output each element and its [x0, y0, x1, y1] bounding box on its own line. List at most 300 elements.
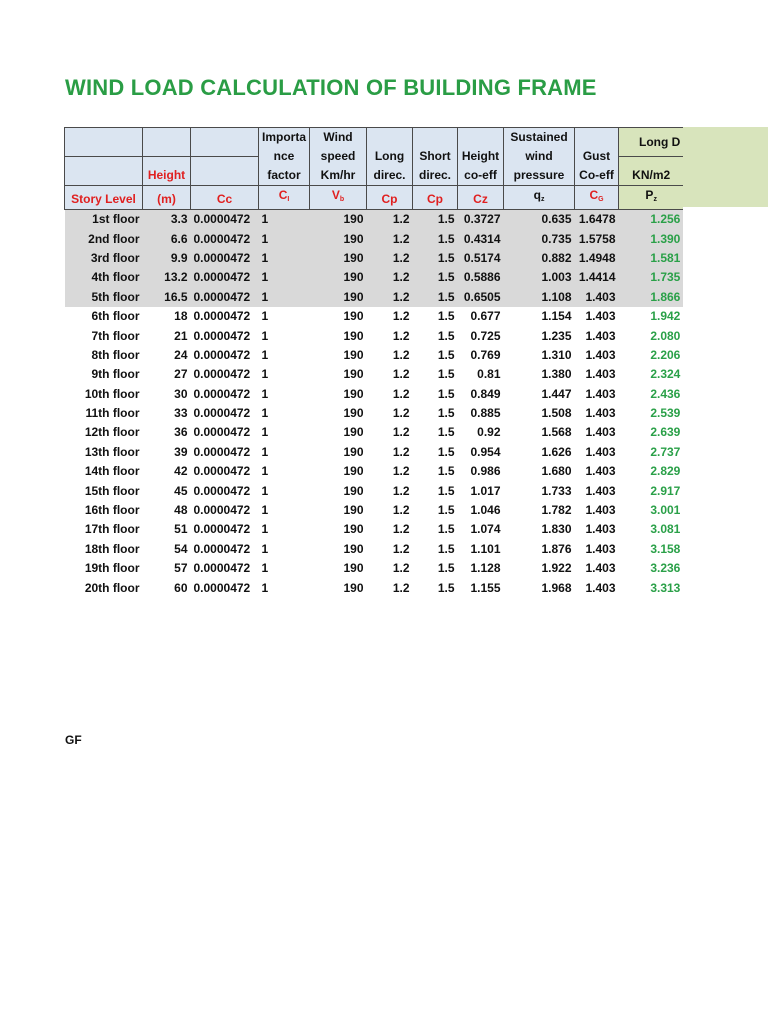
height-cell: 42 — [174, 464, 188, 479]
story-level-cell: 10th floor — [84, 386, 140, 401]
cc-cell: 0.0000472 — [193, 464, 251, 479]
cc-cell: 0.0000472 — [193, 561, 251, 576]
cg-cell: 1.403 — [585, 309, 616, 324]
cc-cell: 0.0000472 — [191, 210, 259, 230]
cz-cell: 0.849 — [470, 386, 501, 401]
qz-cell: 0.735 — [504, 229, 575, 248]
table-row — [65, 288, 684, 307]
vb-cell: 190 — [310, 249, 367, 268]
ci-cell: 1 — [261, 328, 269, 343]
ci-cell: 1 — [261, 541, 269, 556]
qz-cell: 0.635 — [504, 210, 575, 230]
long-direc-line-2: direc. — [373, 168, 406, 182]
cp-short-cell: 1.5 — [437, 580, 455, 595]
table-row — [65, 423, 684, 442]
short-direc-line-2: direc. — [419, 168, 452, 182]
cz-cell: 0.5174 — [458, 249, 504, 268]
header-gust-coefficient — [575, 128, 619, 186]
header-qz — [504, 186, 575, 210]
pz-cell: 2.737 — [650, 444, 681, 459]
table-row — [65, 462, 684, 481]
story-level-cell: 12th floor — [84, 425, 140, 440]
qz-cell: 1.626 — [541, 444, 572, 459]
header-short-direction — [413, 128, 458, 186]
height-cell: 16.5 — [143, 288, 191, 307]
height-cell: 54 — [174, 541, 188, 556]
story-level-cell: 2nd floor — [65, 229, 143, 248]
table-row — [65, 249, 684, 268]
height-cell: 3.3 — [143, 210, 191, 230]
height-cell: 36 — [174, 425, 188, 440]
cp-short-cell: 1.5 — [413, 229, 458, 248]
ci-cell: 1 — [261, 425, 269, 440]
vb-cell: 190 — [343, 541, 364, 556]
pz-cell: 2.829 — [650, 464, 681, 479]
vb-cell: 190 — [343, 347, 364, 362]
importance-line-3: factor — [267, 168, 301, 182]
cg-cell: 1.403 — [585, 541, 616, 556]
cc-cell: 0.0000472 — [193, 406, 251, 421]
header-sustained-wind-pressure — [504, 128, 575, 186]
ci-cell: 1 — [261, 522, 269, 537]
header-height: Height — [143, 157, 191, 186]
cg-subscript: G — [598, 196, 604, 203]
header-cell-blank — [191, 157, 259, 186]
cg-cell: 1.403 — [585, 444, 616, 459]
cp-long-cell: 1.2 — [392, 347, 410, 362]
pz-symbol: P — [645, 188, 654, 202]
story-level-cell: 9th floor — [91, 367, 140, 382]
header-cell-blank — [65, 128, 143, 157]
vb-cell: 190 — [343, 464, 364, 479]
qz-cell: 1.876 — [541, 541, 572, 556]
height-cell: 6.6 — [143, 229, 191, 248]
ci-cell: 1 — [261, 309, 269, 324]
cc-cell: 0.0000472 — [193, 386, 251, 401]
cg-cell: 1.403 — [585, 580, 616, 595]
vb-cell: 190 — [343, 522, 364, 537]
height-cell: 9.9 — [143, 249, 191, 268]
cp-short-cell: 1.5 — [437, 483, 455, 498]
vb-cell: 190 — [310, 268, 367, 287]
header-cc: Cc — [191, 186, 259, 210]
cz-cell: 0.81 — [477, 367, 501, 382]
ci-cell: 1 — [259, 210, 310, 230]
pz-cell: 1.390 — [619, 229, 684, 248]
header-height-unit: (m) — [143, 186, 191, 210]
header-story-level: Story Level — [65, 186, 143, 210]
height-cell: 24 — [174, 347, 188, 362]
cp-long-cell: 1.2 — [392, 444, 410, 459]
story-level-cell: 15th floor — [84, 483, 140, 498]
qz-symbol: q — [533, 188, 541, 202]
height-cell: 13.2 — [143, 268, 191, 287]
header-cg — [575, 186, 619, 210]
pz-cell: 2.539 — [650, 406, 681, 421]
qz-cell: 0.882 — [504, 249, 575, 268]
vb-symbol: V — [331, 188, 340, 202]
table-row — [65, 481, 684, 500]
vb-cell: 190 — [343, 580, 364, 595]
cc-cell: 0.0000472 — [191, 288, 259, 307]
table-row — [65, 443, 684, 462]
header-importance-factor — [259, 128, 310, 186]
height-cell: 45 — [174, 483, 188, 498]
cc-cell: 0.0000472 — [193, 483, 251, 498]
cp-short-cell: 1.5 — [437, 561, 455, 576]
cg-cell: 1.403 — [585, 561, 616, 576]
cz-cell: 1.128 — [470, 561, 501, 576]
wind-speed-line-2: speed — [320, 149, 356, 163]
cc-cell: 0.0000472 — [193, 328, 251, 343]
cp-long-cell: 1.2 — [392, 464, 410, 479]
table-row — [65, 210, 684, 230]
header-height-coefficient — [458, 128, 504, 186]
height-cell: 27 — [174, 367, 188, 382]
cz-cell: 0.986 — [470, 464, 501, 479]
qz-cell: 1.380 — [541, 367, 572, 382]
ci-cell: 1 — [261, 464, 269, 479]
cp-long-cell: 1.2 — [392, 425, 410, 440]
table-row — [65, 307, 684, 326]
header-long-d: Long D — [619, 128, 684, 157]
pz-cell: 1.866 — [619, 288, 684, 307]
vb-cell: 190 — [343, 406, 364, 421]
cp-short-cell: 1.5 — [437, 386, 455, 401]
story-level-cell: 13th floor — [84, 444, 140, 459]
ci-cell: 1 — [261, 386, 269, 401]
pz-cell: 2.436 — [650, 386, 681, 401]
cc-cell: 0.0000472 — [191, 268, 259, 287]
wind-speed-line-1: Wind — [323, 130, 353, 144]
cp-short-cell: 1.5 — [437, 503, 455, 518]
ci-cell: 1 — [259, 229, 310, 248]
cp-long-cell: 1.2 — [392, 580, 410, 595]
table-row — [65, 365, 684, 384]
cz-cell: 0.885 — [470, 406, 501, 421]
header-cp-short: Cp — [413, 186, 458, 210]
table-row — [65, 520, 684, 539]
story-level-cell: 17th floor — [84, 522, 140, 537]
cp-long-cell: 1.2 — [392, 386, 410, 401]
story-level-cell: 16th floor — [84, 503, 140, 518]
cp-short-cell: 1.5 — [437, 406, 455, 421]
header-unit: KN/m2 — [619, 157, 684, 186]
cp-short-cell: 1.5 — [413, 249, 458, 268]
cz-cell: 1.101 — [470, 541, 501, 556]
story-level-cell: 4th floor — [65, 268, 143, 287]
header-wind-speed — [310, 128, 367, 186]
table-row — [65, 501, 684, 520]
height-cell: 39 — [174, 444, 188, 459]
cc-cell: 0.0000472 — [193, 367, 251, 382]
cp-long-cell: 1.2 — [367, 210, 413, 230]
vb-subscript: b — [339, 196, 345, 203]
height-cell: 60 — [174, 580, 188, 595]
cz-cell: 1.155 — [470, 580, 501, 595]
cp-short-cell: 1.5 — [437, 464, 455, 479]
cp-short-cell: 1.5 — [413, 288, 458, 307]
cp-long-cell: 1.2 — [367, 229, 413, 248]
pz-cell: 1.942 — [650, 309, 681, 324]
cp-long-cell: 1.2 — [392, 328, 410, 343]
cz-cell: 1.074 — [470, 522, 501, 537]
qz-cell: 1.508 — [541, 406, 572, 421]
story-level-cell: 5th floor — [65, 288, 143, 307]
height-cell: 57 — [174, 561, 188, 576]
table-row — [65, 404, 684, 423]
pz-cell: 3.001 — [650, 503, 681, 518]
sustained-line-1: Sustained — [510, 130, 568, 144]
height-cell: 21 — [174, 328, 188, 343]
header-row-symbols — [65, 186, 684, 210]
cg-cell: 1.403 — [585, 464, 616, 479]
cz-cell: 0.769 — [470, 347, 501, 362]
vb-cell: 190 — [343, 483, 364, 498]
cz-cell: 0.4314 — [458, 229, 504, 248]
qz-cell: 1.968 — [541, 580, 572, 595]
importance-line-2: nce — [273, 149, 295, 163]
vb-cell: 190 — [343, 425, 364, 440]
story-level-cell: 1st floor — [65, 210, 143, 230]
ci-subscript: I — [287, 196, 290, 203]
vb-cell: 190 — [310, 288, 367, 307]
cg-cell: 1.403 — [585, 522, 616, 537]
cg-cell: 1.403 — [585, 406, 616, 421]
pz-cell: 1.581 — [619, 249, 684, 268]
cp-long-cell: 1.2 — [392, 541, 410, 556]
vb-cell: 190 — [343, 444, 364, 459]
cg-cell: 1.403 — [585, 425, 616, 440]
cg-cell: 1.403 — [585, 386, 616, 401]
story-level-cell: 8th floor — [91, 347, 140, 362]
cp-long-cell: 1.2 — [392, 483, 410, 498]
table-row — [65, 540, 684, 559]
pz-cell: 3.313 — [650, 580, 681, 595]
vb-cell: 190 — [310, 229, 367, 248]
cg-cell: 1.5758 — [575, 229, 619, 248]
sustained-line-3: pressure — [513, 168, 565, 182]
height-cell: 30 — [174, 386, 188, 401]
page-title: WIND LOAD CALCULATION OF BUILDING FRAME — [65, 75, 597, 100]
header-row-top — [65, 128, 684, 157]
cg-cell: 1.403 — [575, 288, 619, 307]
vb-cell: 190 — [343, 309, 364, 324]
table-row — [65, 268, 684, 287]
cc-cell: 0.0000472 — [193, 444, 251, 459]
ci-cell: 1 — [261, 580, 269, 595]
ci-cell: 1 — [261, 503, 269, 518]
story-level-cell: 3rd floor — [65, 249, 143, 268]
table-row — [65, 346, 684, 365]
qz-cell: 1.447 — [541, 386, 572, 401]
gust-line-2: Co-eff — [579, 168, 614, 182]
pz-cell: 2.324 — [650, 367, 681, 382]
ci-cell: 1 — [261, 347, 269, 362]
table-header — [65, 128, 684, 210]
table-body — [65, 210, 684, 598]
long-direc-line-1: Long — [374, 149, 405, 163]
pz-cell: 1.256 — [619, 210, 684, 230]
vb-cell: 190 — [343, 503, 364, 518]
story-level-cell: 6th floor — [91, 309, 140, 324]
cp-long-cell: 1.2 — [392, 309, 410, 324]
header-pz — [619, 186, 684, 210]
header-cz: Cz — [458, 186, 504, 210]
pz-cell: 3.236 — [650, 561, 681, 576]
pz-cell: 2.206 — [650, 347, 681, 362]
vb-cell: 190 — [310, 210, 367, 230]
qz-cell: 1.922 — [541, 561, 572, 576]
qz-cell: 1.568 — [541, 425, 572, 440]
pz-cell: 2.917 — [650, 483, 681, 498]
cp-long-cell: 1.2 — [392, 561, 410, 576]
height-cell: 48 — [174, 503, 188, 518]
sustained-line-2: wind — [525, 149, 553, 163]
cp-long-cell: 1.2 — [392, 406, 410, 421]
cp-short-cell: 1.5 — [413, 210, 458, 230]
ci-cell: 1 — [261, 483, 269, 498]
pz-cell: 2.080 — [650, 328, 681, 343]
cz-cell: 0.677 — [470, 309, 501, 324]
ci-cell: 1 — [259, 249, 310, 268]
ci-cell: 1 — [261, 406, 269, 421]
cp-short-cell: 1.5 — [413, 268, 458, 287]
qz-cell: 1.830 — [541, 522, 572, 537]
table-row — [65, 559, 684, 578]
cc-cell: 0.0000472 — [193, 580, 251, 595]
cz-cell: 0.5886 — [458, 268, 504, 287]
story-level-cell: 20th floor — [84, 580, 140, 595]
cp-short-cell: 1.5 — [437, 541, 455, 556]
cg-symbol: C — [589, 188, 599, 202]
pz-cell: 2.639 — [650, 425, 681, 440]
cg-cell: 1.403 — [585, 328, 616, 343]
cp-long-cell: 1.2 — [392, 503, 410, 518]
table-row — [65, 385, 684, 404]
qz-subscript: z — [540, 196, 545, 203]
wind-speed-line-3: Km/hr — [320, 168, 356, 182]
ci-symbol: C — [278, 188, 288, 202]
cc-cell: 0.0000472 — [193, 347, 251, 362]
vb-cell: 190 — [343, 386, 364, 401]
table-row — [65, 229, 684, 248]
cz-cell: 1.017 — [470, 483, 501, 498]
cz-cell: 0.92 — [477, 425, 501, 440]
gust-line-1: Gust — [582, 149, 611, 163]
cp-short-cell: 1.5 — [437, 444, 455, 459]
ci-cell: 1 — [261, 367, 269, 382]
header-cp-long: Cp — [367, 186, 413, 210]
cp-long-cell: 1.2 — [392, 522, 410, 537]
cc-cell: 0.0000472 — [193, 309, 251, 324]
qz-cell: 1.733 — [541, 483, 572, 498]
ci-cell: 1 — [261, 561, 269, 576]
short-direc-line-1: Short — [419, 149, 451, 163]
cp-short-cell: 1.5 — [437, 347, 455, 362]
height-coeff-line-1: Height — [461, 149, 500, 163]
cc-cell: 0.0000472 — [193, 425, 251, 440]
pz-cell: 3.081 — [650, 522, 681, 537]
pz-subscript: z — [653, 196, 657, 203]
story-level-cell: 18th floor — [84, 541, 140, 556]
cc-cell: 0.0000472 — [193, 541, 251, 556]
qz-cell: 1.154 — [541, 309, 572, 324]
qz-cell: 1.680 — [541, 464, 572, 479]
qz-cell: 1.003 — [504, 268, 575, 287]
cp-short-cell: 1.5 — [437, 367, 455, 382]
wind-load-table — [64, 127, 683, 598]
qz-cell: 1.235 — [541, 328, 572, 343]
ci-cell: 1 — [259, 268, 310, 287]
cg-cell: 1.403 — [585, 503, 616, 518]
cc-cell: 0.0000472 — [193, 522, 251, 537]
ci-cell: 1 — [259, 288, 310, 307]
story-level-cell: 19th floor — [84, 561, 140, 576]
cz-cell: 0.3727 — [458, 210, 504, 230]
pz-cell: 1.735 — [619, 268, 684, 287]
height-cell: 18 — [174, 309, 188, 324]
cz-cell: 1.046 — [470, 503, 501, 518]
importance-line-1: Importa — [262, 130, 307, 144]
cg-cell: 1.403 — [585, 347, 616, 362]
table-row — [65, 578, 684, 597]
story-level-cell: 14th floor — [84, 464, 140, 479]
cc-cell: 0.0000472 — [191, 229, 259, 248]
cz-cell: 0.954 — [470, 444, 501, 459]
height-coeff-line-2: co-eff — [464, 168, 497, 182]
vb-cell: 190 — [343, 561, 364, 576]
table-row — [65, 326, 684, 345]
header-vb — [310, 186, 367, 210]
vb-cell: 190 — [343, 367, 364, 382]
cz-cell: 0.6505 — [458, 288, 504, 307]
cp-short-cell: 1.5 — [437, 328, 455, 343]
header-cell-blank — [65, 157, 143, 186]
cc-cell: 0.0000472 — [193, 503, 251, 518]
story-level-cell: 7th floor — [91, 328, 140, 343]
pz-cell: 3.158 — [650, 541, 681, 556]
vb-cell: 190 — [343, 328, 364, 343]
cp-long-cell: 1.2 — [367, 249, 413, 268]
cc-cell: 0.0000472 — [191, 249, 259, 268]
gf-label: GF — [65, 733, 82, 747]
cp-short-cell: 1.5 — [437, 425, 455, 440]
height-cell: 33 — [174, 406, 188, 421]
cp-short-cell: 1.5 — [437, 522, 455, 537]
cp-long-cell: 1.2 — [392, 367, 410, 382]
cg-cell: 1.4948 — [575, 249, 619, 268]
header-ci — [259, 186, 310, 210]
qz-cell: 1.782 — [541, 503, 572, 518]
qz-cell: 1.310 — [541, 347, 572, 362]
header-cell-blank — [143, 128, 191, 157]
cg-cell: 1.6478 — [575, 210, 619, 230]
cg-cell: 1.4414 — [575, 268, 619, 287]
cp-short-cell: 1.5 — [437, 309, 455, 324]
header-long-direction — [367, 128, 413, 186]
cp-long-cell: 1.2 — [367, 268, 413, 287]
cz-cell: 0.725 — [470, 328, 501, 343]
cg-cell: 1.403 — [585, 483, 616, 498]
ci-cell: 1 — [261, 444, 269, 459]
header-cell-blank — [191, 128, 259, 157]
story-level-cell: 11th floor — [85, 406, 140, 421]
cp-long-cell: 1.2 — [367, 288, 413, 307]
height-cell: 51 — [174, 522, 188, 537]
cg-cell: 1.403 — [585, 367, 616, 382]
qz-cell: 1.108 — [504, 288, 575, 307]
